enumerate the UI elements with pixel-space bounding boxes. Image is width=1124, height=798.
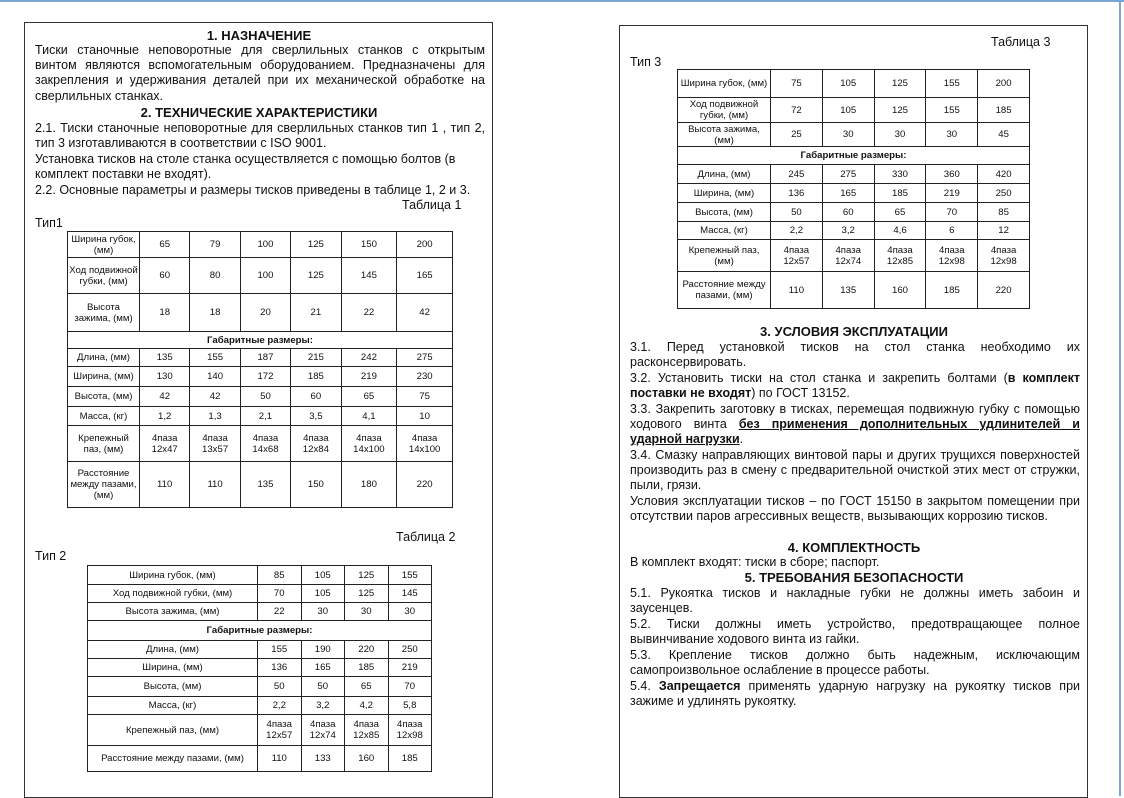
value-cell: 185 <box>978 98 1030 123</box>
value-cell: 180 <box>341 462 397 508</box>
value-cell: 65 <box>140 232 190 258</box>
row-label-cell: Масса, (кг) <box>68 407 140 426</box>
value-cell: 219 <box>926 184 978 203</box>
value-cell: 1,3 <box>190 407 240 426</box>
table-2 <box>87 565 432 772</box>
value-cell: 155 <box>926 70 978 98</box>
value-cell: 65 <box>874 203 926 222</box>
value-cell: 18 <box>190 294 240 332</box>
value-cell: 160 <box>874 272 926 309</box>
value-cell: 110 <box>771 272 823 309</box>
table-row <box>68 294 453 332</box>
row-label-cell: Ширина губок, (мм) <box>88 566 258 585</box>
p54-bold: Запрещается <box>658 679 741 693</box>
row-label-cell: Длина, (мм) <box>678 165 771 184</box>
value-cell: 2,2 <box>258 697 302 715</box>
value-cell: 140 <box>190 367 240 387</box>
table-row <box>88 715 432 746</box>
value-cell: 185 <box>926 272 978 309</box>
value-cell: 20 <box>240 294 290 332</box>
value-cell: 185 <box>388 746 432 772</box>
value-cell: 165 <box>301 659 345 677</box>
paragraph-3-4: 3.4. Смазку направляющих винтовой пары и других трущихся поверхностей производить раз в смену с предварительной очисткой этих мест от стружки, пыли, грязи. <box>630 448 1080 493</box>
table-row <box>678 98 1030 123</box>
row-label-cell: Высота зажима, (мм) <box>68 294 140 332</box>
value-cell: 250 <box>978 184 1030 203</box>
row-label-cell: Высота, (мм) <box>88 677 258 697</box>
value-cell: 275 <box>397 349 453 367</box>
row-label-cell: Высота зажима, (мм) <box>88 603 258 621</box>
row-label-cell: Высота, (мм) <box>68 387 140 407</box>
value-cell: 155 <box>388 566 432 585</box>
value-cell: 70 <box>388 677 432 697</box>
value-cell: 65 <box>345 677 389 697</box>
value-cell: 100 <box>240 232 290 258</box>
value-cell: 242 <box>341 349 397 367</box>
value-cell: 185 <box>874 184 926 203</box>
value-cell: 219 <box>341 367 397 387</box>
table-row <box>88 585 432 603</box>
value-cell: 70 <box>926 203 978 222</box>
value-cell: 18 <box>140 294 190 332</box>
value-cell: 45 <box>978 123 1030 147</box>
value-cell: 79 <box>190 232 240 258</box>
paragraph-5-4: 5.4. Запрещается применять ударную нагрузку на рукоятку тисков при зажиме и удлинять рукоятку. <box>630 679 1080 709</box>
value-cell: 155 <box>258 641 302 659</box>
value-cell: 160 <box>345 746 389 772</box>
value-cell: 220 <box>345 641 389 659</box>
table-row <box>678 203 1030 222</box>
row-label-cell: Ширина, (мм) <box>68 367 140 387</box>
table-row <box>678 222 1030 240</box>
row-label-cell: Ширина, (мм) <box>88 659 258 677</box>
value-cell: 125 <box>291 232 341 258</box>
value-cell: 30 <box>874 123 926 147</box>
value-cell: 185 <box>345 659 389 677</box>
value-cell: 22 <box>258 603 302 621</box>
value-cell: 50 <box>240 387 290 407</box>
value-cell: 4паза 12х74 <box>822 240 874 272</box>
value-cell: 4паза 12х57 <box>258 715 302 746</box>
table-row <box>68 349 453 367</box>
value-cell: 30 <box>345 603 389 621</box>
value-cell: 220 <box>978 272 1030 309</box>
value-cell: 22 <box>341 294 397 332</box>
row-label-cell: Расстояние между пазами, (мм) <box>88 746 258 772</box>
row-label-cell: Ширина, (мм) <box>678 184 771 203</box>
value-cell: 187 <box>240 349 290 367</box>
section-1-title: 1. НАЗНАЧЕНИЕ <box>206 28 312 43</box>
section-header-cell: Габаритные размеры: <box>88 621 432 641</box>
value-cell: 42 <box>140 387 190 407</box>
value-cell: 215 <box>291 349 341 367</box>
window-edge-top <box>0 0 1124 2</box>
row-label-cell: Длина, (мм) <box>88 641 258 659</box>
section-5-title: 5. ТРЕБОВАНИЯ БЕЗОПАСНОСТИ <box>744 570 964 585</box>
value-cell: 136 <box>258 659 302 677</box>
section-header-cell: Габаритные размеры: <box>678 147 1030 165</box>
value-cell: 60 <box>291 387 341 407</box>
row-label-cell: Высота зажима, (мм) <box>678 123 771 147</box>
value-cell: 135 <box>140 349 190 367</box>
paragraph-3-1: 3.1. Перед установкой тисков на стол станка необходимо их расконсервировать. <box>630 340 1080 370</box>
value-cell: 21 <box>291 294 341 332</box>
value-cell: 250 <box>388 641 432 659</box>
value-cell: 42 <box>397 294 453 332</box>
value-cell: 105 <box>822 70 874 98</box>
value-cell: 80 <box>190 258 240 294</box>
row-label-cell: Ход подвижной губки, (мм) <box>88 585 258 603</box>
value-cell: 3,2 <box>822 222 874 240</box>
row-label-cell: Масса, (кг) <box>88 697 258 715</box>
value-cell: 4паза 12х74 <box>301 715 345 746</box>
value-cell: 65 <box>341 387 397 407</box>
value-cell: 5,8 <box>388 697 432 715</box>
paragraph-2-1-bolts: Установка тисков на столе станка осуществляется с помощью болтов (в комплект поставки не входят). <box>35 152 456 182</box>
value-cell: 133 <box>301 746 345 772</box>
paragraph-5-1: 5.1. Рукоятка тисков и накладные губки не должны иметь забоин и заусенцев. <box>630 586 1080 616</box>
value-cell: 4паза 14х68 <box>240 426 290 462</box>
value-cell: 4,1 <box>341 407 397 426</box>
row-label-cell: Ширина губок, (мм) <box>678 70 771 98</box>
p33-bold-underline: без применения дополнительных удлинителей и ударной нагрузки <box>630 417 1080 447</box>
value-cell: 4паза 12х47 <box>140 426 190 462</box>
value-cell: 25 <box>771 123 823 147</box>
value-cell: 12 <box>978 222 1030 240</box>
value-cell: 100 <box>240 258 290 294</box>
value-cell: 4паза 13х57 <box>190 426 240 462</box>
window-edge-right <box>1119 0 1121 796</box>
value-cell: 4паза 12х84 <box>291 426 341 462</box>
value-cell: 85 <box>978 203 1030 222</box>
value-cell: 125 <box>874 98 926 123</box>
table-1 <box>67 231 453 508</box>
table-2-caption: Таблица 2 <box>396 530 456 544</box>
value-cell: 50 <box>301 677 345 697</box>
left-page <box>24 22 493 798</box>
value-cell: 145 <box>341 258 397 294</box>
value-cell: 4паза 12х85 <box>874 240 926 272</box>
value-cell: 145 <box>388 585 432 603</box>
table-row <box>68 258 453 294</box>
value-cell: 70 <box>258 585 302 603</box>
value-cell: 190 <box>301 641 345 659</box>
value-cell: 219 <box>388 659 432 677</box>
row-label-cell: Высота, (мм) <box>678 203 771 222</box>
table-row <box>88 746 432 772</box>
table-row <box>678 165 1030 184</box>
value-cell: 105 <box>301 585 345 603</box>
value-cell: 185 <box>291 367 341 387</box>
table-1-caption: Таблица 1 <box>402 198 462 212</box>
value-cell: 72 <box>771 98 823 123</box>
type-2-label: Тип 2 <box>35 549 67 563</box>
section-2-title: 2. ТЕХНИЧЕСКИЕ ХАРАКТЕРИСТИКИ <box>140 105 378 120</box>
value-cell: 2,2 <box>771 222 823 240</box>
value-cell: 110 <box>140 462 190 508</box>
table-row <box>678 70 1030 98</box>
value-cell: 4паза 14х100 <box>397 426 453 462</box>
value-cell: 135 <box>240 462 290 508</box>
value-cell: 420 <box>978 165 1030 184</box>
value-cell: 4паза 12х57 <box>771 240 823 272</box>
paragraph-4: В комплект входят: тиски в сборе; паспорт. <box>630 555 880 569</box>
value-cell: 330 <box>874 165 926 184</box>
value-cell: 30 <box>822 123 874 147</box>
value-cell: 6 <box>926 222 978 240</box>
value-cell: 4паза 12х98 <box>388 715 432 746</box>
value-cell: 110 <box>190 462 240 508</box>
value-cell: 4паза 12х98 <box>926 240 978 272</box>
section-header-cell: Габаритные размеры: <box>68 332 453 349</box>
row-label-cell: Крепежный паз, (мм) <box>678 240 771 272</box>
row-label-cell: Ширина губок, (мм) <box>68 232 140 258</box>
row-label-cell: Расстояние между пазами, (мм) <box>68 462 140 508</box>
value-cell: 4,2 <box>345 697 389 715</box>
value-cell: 200 <box>397 232 453 258</box>
value-cell: 3,2 <box>301 697 345 715</box>
value-cell: 42 <box>190 387 240 407</box>
table-row <box>88 659 432 677</box>
row-label-cell: Длина, (мм) <box>68 349 140 367</box>
value-cell: 60 <box>140 258 190 294</box>
section-row <box>678 147 1030 165</box>
paragraph-3-5: Условия эксплуатации тисков – по ГОСТ 15150 в закрытом помещении при отсутствии паров агрессивных веществ, вызывающих коррозию тисков. <box>630 494 1080 524</box>
value-cell: 150 <box>341 232 397 258</box>
table-row <box>68 462 453 508</box>
table-row <box>68 407 453 426</box>
paragraph-5-3: 5.3. Крепление тисков должно быть надежным, исключающим самопроизвольное ослабление в процессе работы. <box>630 648 1080 678</box>
value-cell: 50 <box>258 677 302 697</box>
type-3-label: Тип 3 <box>630 55 662 69</box>
value-cell: 150 <box>291 462 341 508</box>
value-cell: 135 <box>822 272 874 309</box>
section-row <box>68 332 453 349</box>
value-cell: 75 <box>771 70 823 98</box>
table-3-caption: Таблица 3 <box>991 35 1051 49</box>
value-cell: 155 <box>190 349 240 367</box>
value-cell: 125 <box>874 70 926 98</box>
value-cell: 4паза 12х98 <box>978 240 1030 272</box>
paragraph-2-2: 2.2. Основные параметры и размеры тисков приведены в таблице 1, 2 и 3. <box>35 183 471 197</box>
section-4-title: 4. КОМПЛЕКТНОСТЬ <box>787 540 921 555</box>
value-cell: 105 <box>822 98 874 123</box>
value-cell: 230 <box>397 367 453 387</box>
value-cell: 220 <box>397 462 453 508</box>
type-1-label: Тип1 <box>35 216 63 230</box>
value-cell: 4паза 14х100 <box>341 426 397 462</box>
table-row <box>88 677 432 697</box>
value-cell: 50 <box>771 203 823 222</box>
value-cell: 165 <box>822 184 874 203</box>
table-3 <box>677 69 1030 309</box>
value-cell: 75 <box>397 387 453 407</box>
row-label-cell: Расстояние между пазами, (мм) <box>678 272 771 309</box>
table-row <box>678 123 1030 147</box>
value-cell: 105 <box>301 566 345 585</box>
row-label-cell: Масса, (кг) <box>678 222 771 240</box>
table-row <box>88 603 432 621</box>
p32-bold: в комплект поставки не входят <box>630 371 1080 401</box>
section-3-title: 3. УСЛОВИЯ ЭКСПЛУАТАЦИИ <box>760 324 948 339</box>
value-cell: 110 <box>258 746 302 772</box>
table-row <box>678 272 1030 309</box>
value-cell: 85 <box>258 566 302 585</box>
section-row <box>88 621 432 641</box>
paragraph-3-2: 3.2. Установить тиски на стол станка и закрепить болтами (в комплект поставки не входят) по ГОСТ 13152. <box>630 371 1080 401</box>
table-row <box>68 426 453 462</box>
paragraph-5-2: 5.2. Тиски должны иметь устройство, предотвращающее полное вывинчивание ходового винта из гайки. <box>630 617 1080 647</box>
value-cell: 200 <box>978 70 1030 98</box>
value-cell: 125 <box>291 258 341 294</box>
right-page <box>619 25 1088 798</box>
value-cell: 30 <box>301 603 345 621</box>
value-cell: 30 <box>926 123 978 147</box>
value-cell: 172 <box>240 367 290 387</box>
table-row <box>88 697 432 715</box>
table-row <box>88 641 432 659</box>
value-cell: 30 <box>388 603 432 621</box>
table-row <box>88 566 432 585</box>
row-label-cell: Ход подвижной губки, (мм) <box>678 98 771 123</box>
row-label-cell: Ход подвижной губки, (мм) <box>68 258 140 294</box>
table-row <box>678 240 1030 272</box>
table-row <box>678 184 1030 203</box>
value-cell: 155 <box>926 98 978 123</box>
value-cell: 60 <box>822 203 874 222</box>
value-cell: 360 <box>926 165 978 184</box>
paragraph-2-1: 2.1. Тиски станочные неповоротные для сверлильных станков тип 1 , тип 2, тип 3 изготавливаются в соответствии с ISO 9001. <box>35 121 485 151</box>
value-cell: 125 <box>345 566 389 585</box>
table-row <box>68 232 453 258</box>
value-cell: 125 <box>345 585 389 603</box>
value-cell: 245 <box>771 165 823 184</box>
table-row <box>68 367 453 387</box>
value-cell: 275 <box>822 165 874 184</box>
value-cell: 165 <box>397 258 453 294</box>
row-label-cell: Крепежный паз, (мм) <box>88 715 258 746</box>
value-cell: 4,6 <box>874 222 926 240</box>
value-cell: 130 <box>140 367 190 387</box>
row-label-cell: Крепежный паз, (мм) <box>68 426 140 462</box>
value-cell: 3,5 <box>291 407 341 426</box>
section-1-text: Тиски станочные неповоротные для сверлильных станков с открытым винтом являются вспомогательным оборудованием. Предназначены для закрепления и удерживания деталей при их механической обработке на сверлильных станках. <box>35 43 485 103</box>
table-row <box>68 387 453 407</box>
value-cell: 10 <box>397 407 453 426</box>
value-cell: 4паза 12х85 <box>345 715 389 746</box>
paragraph-3-3: 3.3. Закрепить заготовку в тисках, перемещая подвижную губку с помощью ходового винта без применения дополнительных удлинителей и ударной нагрузки. <box>630 402 1080 447</box>
value-cell: 136 <box>771 184 823 203</box>
value-cell: 2,1 <box>240 407 290 426</box>
value-cell: 1,2 <box>140 407 190 426</box>
